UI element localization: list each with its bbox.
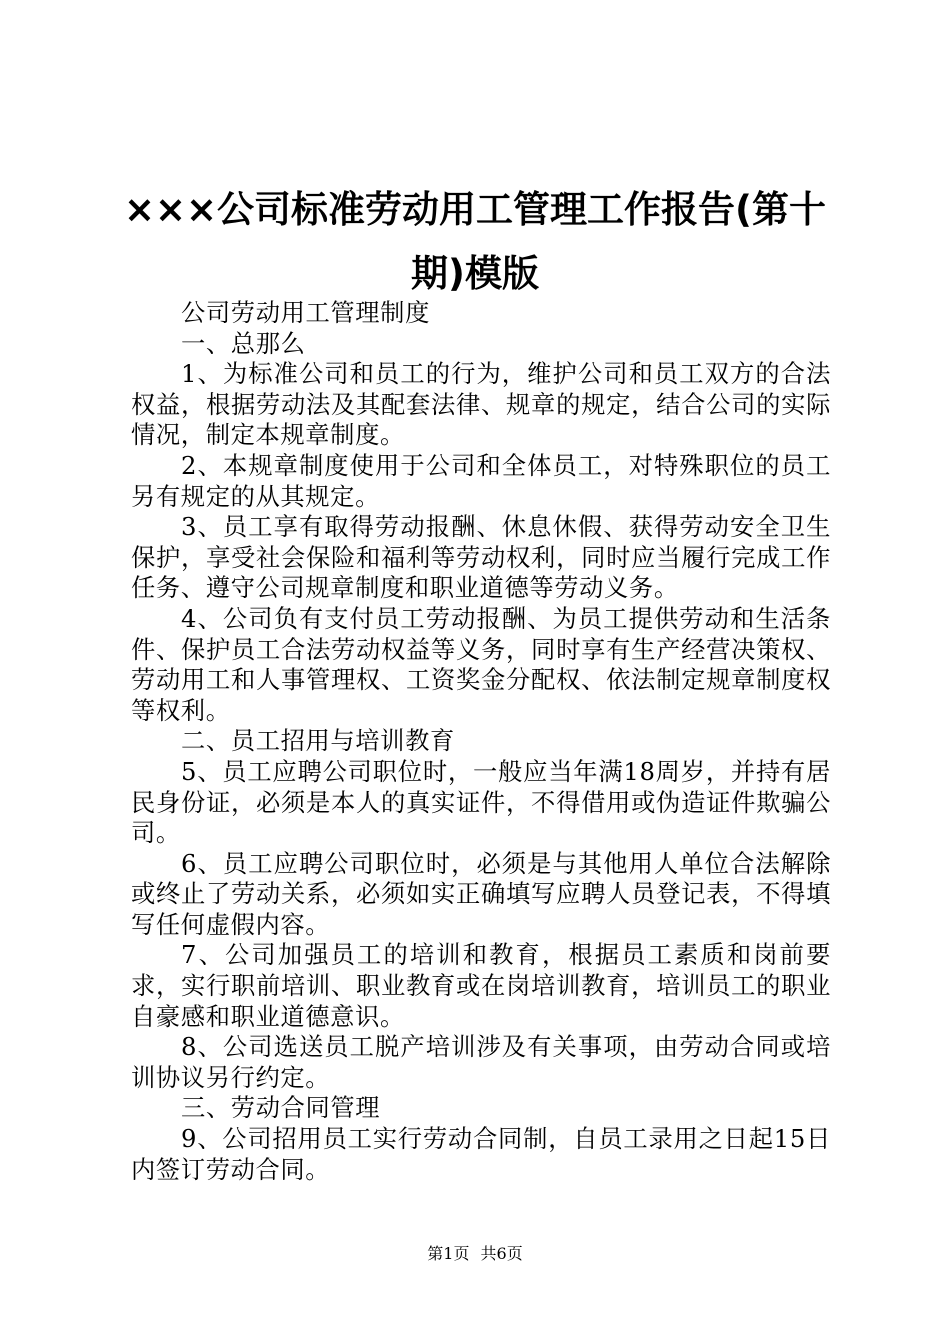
paragraph-8: 8、公司选送员工脱产培训涉及有关事项，由劳动合同或培训协议另行约定。 [131,1032,831,1092]
section-heading-2: 二、员工招用与培训教育 [181,726,455,756]
paragraph-5: 5、员工应聘公司职位时，一般应当年满18周岁，并持有居民身份证，必须是本人的真实证件，不得借用或伪造证件欺骗公司。 [131,756,831,848]
section-heading-1: 一、总那么 [181,328,306,358]
paragraph-1: 1、为标准公司和员工的行为，维护公司和员工双方的合法权益，根据劳动法及其配套法律、规章的规定，结合公司的实际情况，制定本规章制度。 [131,359,831,450]
page-total: 共6页 [480,1244,523,1263]
paragraph-2: 2、本规章制度使用于公司和全体员工，对特殊职位的员工另有规定的从其规定。 [131,450,831,511]
paragraph-4: 4、公司负有支付员工劳动报酬、为员工提供劳动和生活条件、保护员工合法劳动权益等义务，同时享有生产经营决策权、劳动用工和人事管理权、工资奖金分配权、依法制定规章制度权等权利。 [131,603,831,725]
page-number: 第1页 [427,1244,470,1263]
document-body [131,298,831,1185]
paragraph-heading: 公司劳动用工管理制度 [181,298,430,327]
paragraph-3: 3、员工享有取得劳动报酬、休息休假、获得劳动安全卫生保护，享受社会保险和福利等劳动权利，同时应当履行完成工作任务、遵守公司规章制度和职业道德等劳动义务。 [131,512,831,603]
paragraph-6: 6、员工应聘公司职位时，必须是与其他用人单位合法解除或终止了劳动关系，必须如实正确填写应聘人员登记表，不得填写任何虚假内容。 [131,848,831,939]
document-title: ×××公司标准劳动用工管理工作报告(第十期)模版 [124,188,826,295]
section-heading-3: 三、劳动合同管理 [181,1093,381,1123]
page-footer [0,1243,950,1265]
paragraph-7: 7、公司加强员工的培训和教育，根据员工素质和岗前要求，实行职前培训、职业教育或在岗培训教育，培训员工的职业自豪感和职业道德意识。 [131,940,831,1031]
paragraph-9: 9、公司招用员工实行劳动合同制，自员工录用之日起15日内签订劳动合同。 [131,1124,831,1184]
